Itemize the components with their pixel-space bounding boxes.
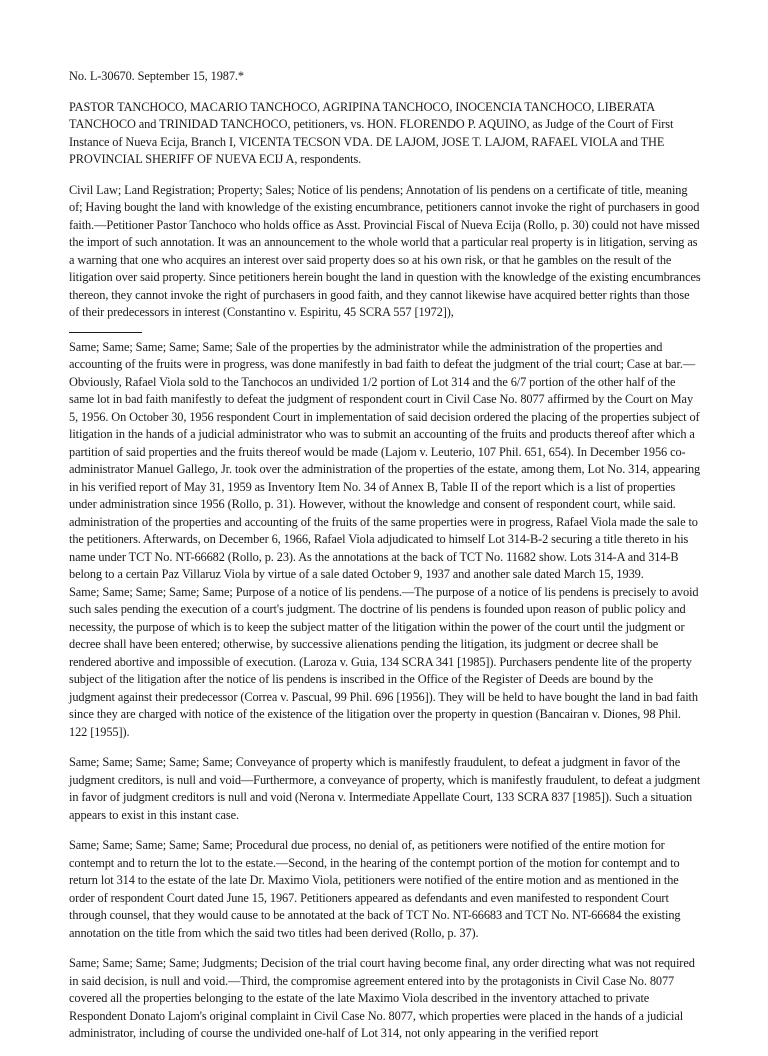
case-number: No. L-30670. September 15, 1987.* (69, 69, 244, 83)
syllabus-paragraph-6: Same; Same; Same; Same; Judgments; Decision of the trial court having become final, any order directing what was not required in said decision, is null and void.—Third, the compromise agreement entered into by the protagonists in Civil Case No. 8077 covered all the properties belonging to the estate of the late Maximo Viola described in the inventory attached to private Respondent Donato Lajom's original complaint in Civil Case No. 8077, which properties were placed in the hands of a judicial administrator, including of course the undivided one-half of Lot 314, not only appearing in the verified report (69, 956, 695, 1040)
syllabus-paragraph-5: Same; Same; Same; Same; Same; Procedural due process, no denial of, as petitioners were notified of the entire motion for contempt and to return the lot to the estate.—Second, in the hearing of the contempt portion of the motion for contempt and to return lot 314 to the estate of the late Dr. Maximo Viola, petitioners were notified of the entire motion and as mentioned in the order of respondent Court dated June 15, 1967. Petitioners appeared as defendants and even manifested to respondent Court through counsel, that they would cause to be annotated at the back of TCT No. NT-66683 and TCT No. NT-66684 the existing annotation on the title from which the said two titles had been derived (Rollo, p. 37). (69, 838, 681, 940)
syllabus-paragraph-3: Same; Same; Same; Same; Same; Purpose of a notice of lis pendens.—The purpose of a notice of lis pendens is precisely to avoid such sales pending the execution of a court's judgment. The doctrine of lis pendens is founded upon reason of public policy and necessity, the purpose of which is to keep the subject matter of the litigation within the power of the court until the judgment or decree shall have been entered; otherwise, by successive alienations pending the litigation, its judgment or decree shall be rendered abortive and impossible of execution. (Laroza v. Guia, 134 SCRA 341 [1985]). Purchasers pendente lite of the property subject of the litigation after the notice of lis pendens is inscribed in the Office of the Register of Deeds are bound by the judgment against their predecessor (Correa v. Pascual, 99 Phil. 696 [1956]). They will be held to have bought the land in bad faith since they are charged with notice of the existence of the litigation over the property in question (Bancairan v. Diones, 98 Phil. 122 [1955]). (69, 584, 699, 739)
syllabus-paragraph-2: Same; Same; Same; Same; Same; Sale of the properties by the administrator while the administration of the properties and accounting of the fruits were in progress, was done manifestly in bad faith to defeat the judgment of the trial court; Case at bar.—Obviously, Rafael Viola sold to the Tanchocos an undivided 1/2 portion of Lot 314 and the 6/7 portion of the other half of the same lot in bad faith manifestly to defeat the judgment of respondent court in Civil Case No. 8077 affirmed by the Court on May 5, 1956. On October 30, 1956 respondent Court in implementation of said decision ordered the placing of the properties subject of litigation in the hands of a judicial administrator who was to submit an accounting of the fruits and products thereof after which a partition of said properties and the fruits thereof would be made (Lajom v. Leuterio, 107 Phil. 651, 654). In December 1956 co-administrator Manuel Gallego, Jr. took over the administration of the properties of the estate, among them, Lot No. 314, appearing in his verified report of May 31, 1959 as Inventory Item No. 34 of Annex B, Table II of the report which is a list of properties under administration since 1956 (Rollo, p. 31). However, without the knowledge and consent of respondent court, while said. administration of the properties and accounting of the fruits of the same properties were in progress, Rafael Viola made the sale to the petitioners. Afterwards, on December 6, 1966, Rafael Viola adjudicated to himself Lot 314-B-2 securing a title thereto in his name under TCT No. NT-66682 (Rollo, p. 23). As the annotations at the back of TCT No. 11682 show. Lots 314-A and 314-B belong to a certain Paz Villaruz Viola by virtue of a sale dated October 9, 1937 and another sale dated March 15, 1939. (69, 339, 701, 581)
footnote-divider (69, 332, 142, 333)
syllabus-paragraph-4: Same; Same; Same; Same; Same; Conveyance of property which is manifestly fraudulent, to defeat a judgment in favor of the judgment creditors, is null and void—Furthermore, a conveyance of property, which is manifestly fraudulent, to defeat a judgment in favor of judgment creditors is null and void (Nerona v. Intermediate Appellate Court, 133 SCRA 837 [1985]). Such a situation appears to exist in this instant case. (69, 755, 701, 822)
case-parties: PASTOR TANCHOCO, MACARIO TANCHOCO, AGRIPINA TANCHOCO, INOCENCIA TANCHOCO, LIBERATA TANCHOCO and TRINIDAD TANCHOCO, petitioners, vs. HON. FLORENDO P. AQUINO, as Judge of the Court of First Instance of Nueva Ecija, Branch I, VICENTA TECSON VDA. DE LAJOM, JOSE T. LAJOM, RAFAEL VIOLA and THE PROVINCIAL SHERIFF OF NUEVA ECIJ A, respondents. (69, 99, 674, 166)
document-page (69, 68, 701, 1056)
syllabus-paragraph-1: Civil Law; Land Registration; Property; Sales; Notice of lis pendens; Annotation of lis pendens on a certificate of title, meaning of; Having bought the land with knowledge of the existing encumbrance, petitioners cannot invoke the right of purchasers in good faith.—Petitioner Pastor Tanchoco who holds office as Asst. Provincial Fiscal of Nueva Ecija (Rollo, p. 30) could not have missed the import of such annotation. It was an announcement to the whole world that a particular real property is in litigation, serving as a warning that one who acquires an interest over said property does so at his own risk, or that he gambles on the result of the litigation over said property. Since petitioners herein bought the land in question with the knowledge of the existing encumbrances thereon, they cannot invoke the right of purchasers in good faith, and they cannot likewise have acquired better rights than those of their predecessors in interest (Constantino v. Espiritu, 45 SCRA 557 [1972]), (69, 182, 701, 319)
